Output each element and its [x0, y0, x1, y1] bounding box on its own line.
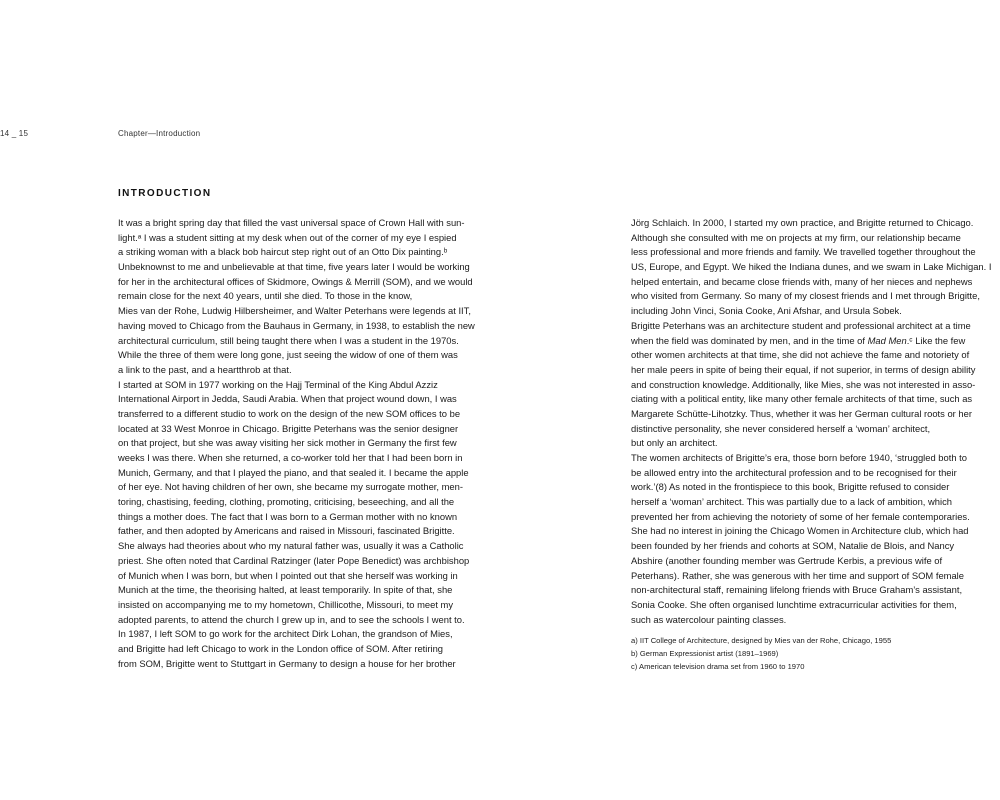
text-line: such as watercolour painting classes. [631, 613, 787, 625]
text-line: her male peers in spite of being their equal, if not superior, in terms of design ability [631, 363, 976, 375]
text-line: adopted parents, to attend the church I grew up in, and to see the schools I went to. [118, 613, 465, 625]
text-line: Although she consulted with me on projects at my firm, our relationship became [631, 231, 961, 243]
text-line: Mies van der Rohe, Ludwig Hilbersheimer, and Walter Peterhans were legends at IIT, [118, 305, 471, 317]
text-line: from SOM, Brigitte went to Stuttgart in Germany to design a house for her brother [118, 657, 456, 669]
body-column-right [631, 216, 1000, 627]
text-line: having moved to Chicago from the Bauhaus in Germany, in 1938, to establish the new [118, 319, 475, 331]
text-line: She had no interest in joining the Chicago Women in Architecture club, which had [631, 525, 969, 537]
text-line: father, and then adopted by Americans and raised in Missouri, fascinated Brigitte. [118, 525, 455, 537]
text-line: of Munich when I was born, but when I pointed out that she herself was working in [118, 569, 458, 581]
footnote-a: a) IIT College of Architecture, designed by Mies van der Rohe, Chicago, 1955 [631, 636, 892, 645]
text-line: a striking woman with a black bob haircut step right out of an Otto Dix painting.ᵇ [118, 246, 448, 258]
text-line: located at 33 West Monroe in Chicago. Brigitte Peterhans was the senior designer [118, 422, 459, 434]
text-line: other women architects at that time, she did not achieve the fame and notoriety of [631, 349, 970, 361]
text-line: She always had theories about who my natural father was, usually it was a Catholic [118, 540, 464, 552]
text-line: insisted on accompanying me to my hometown, Chillicothe, Missouri, to meet my [118, 598, 454, 610]
text-line: distinctive personality, she never considered herself a ‘woman’ architect, [631, 422, 931, 434]
text-line: be allowed entry into the architectural profession and to be recognised for their [631, 466, 957, 478]
section-heading: INTRODUCTION [118, 188, 212, 199]
text-line: toring, chastising, feeding, clothing, promoting, criticising, beseeching, and all the [118, 496, 455, 508]
text-line: helped entertain, and became close friends with, many of her nieces and nephews [631, 275, 973, 287]
text-line: a link to the past, and a heartthrob at that. [118, 363, 292, 375]
text-line: things a mother does. The fact that I was born to a German mother with no known [118, 510, 458, 522]
text-line: work.’(8) As noted in the frontispiece to this book, Brigitte refused to consider [631, 481, 950, 493]
text-line: I started at SOM in 1977 working on the Hajj Terminal of the King Abdul Azziz [118, 378, 438, 390]
text-line: The women architects of Brigitte’s era, those born before 1940, ‘struggled both to [631, 452, 967, 463]
text-line: who visited from Germany. So many of my closest friends and I met through Brigitte, [631, 290, 980, 302]
text-line: on that project, but she was away visiting her sick mother in Germany the first few [118, 437, 457, 449]
text-line: architectural curriculum, still being taught there when I was a student in the 1970s. [118, 334, 459, 346]
text-line: of her eye. Not having children of her own, she became my surrogate mother, men- [118, 481, 463, 493]
body-column-left [118, 216, 503, 671]
text-line: Unbeknownst to me and unbelievable at that time, five years later I would be working [118, 261, 470, 273]
text-line: for her in the architectural offices of Skidmore, Owings & Merrill (SOM), and we would [118, 275, 473, 287]
text-line: when the field was dominated by men, and in the time of Mad Men.ᶜ Like the few [631, 334, 966, 346]
text-line: Jörg Schlaich. In 2000, I started my own practice, and Brigitte returned to Chicago. [631, 217, 974, 228]
text-line: prevented her from achieving the notoriety of some of her female contemporaries. [631, 510, 970, 522]
text-line: International Airport in Jedda, Saudi Arabia. When that project wound down, I was [118, 393, 457, 405]
text-line: Peterhans). Rather, she was generous with her time and support of SOM female [631, 569, 964, 581]
text-line: less professional and more friends and family. We travelled together throughout the [631, 246, 976, 258]
text-line: non-architectural staff, remaining lifelong friends with Bruce Graham’s assistant, [631, 584, 963, 596]
text-line: weeks I was there. When she returned, a co-worker told her that I had been born in [118, 452, 463, 463]
text-line: Munich, Germany, and that I played the piano, and that sealed it. I became the apple [118, 466, 469, 478]
text-line: It was a bright spring day that filled the vast universal space of Crown Hall with sun- [118, 217, 465, 228]
chapter-running-head: Chapter—Introduction [118, 129, 201, 138]
text-line: and construction knowledge. Additionally, like Mies, she was not interested in asso- [631, 378, 976, 390]
text-line: Munich at the time, the theorising halted, at least temporarily. In spite of that, she [118, 584, 453, 596]
footnote-b: b) German Expressionist artist (1891–1969) [631, 649, 779, 658]
text-line: including John Vinci, Sonia Cooke, Ani Afshar, and Ursula Sobek. [631, 305, 902, 317]
text-line: been founded by her friends and cohorts at SOM, Natalie de Blois, and Nancy [631, 540, 955, 552]
text-line: light.ᵃ I was a student sitting at my desk when out of the corner of my eye I espied [118, 231, 457, 243]
text-line: Abshire (another founding member was Gertrude Kerbis, a previous wife of [631, 554, 943, 566]
text-line: Sonia Cooke. She often organised lunchtime extracurricular activities for them, [631, 598, 957, 610]
text-line: In 1987, I left SOM to go work for the architect Dirk Lohan, the grandson of Mies, [118, 628, 453, 640]
text-line: but only an architect. [631, 437, 718, 449]
text-line: herself a ‘woman’ architect. This was partially due to a lack of ambition, which [631, 496, 952, 508]
text-line: US, Europe, and Egypt. We hiked the Indiana dunes, and we swam in Lake Michigan. I [631, 261, 992, 273]
text-line: While the three of them were long gone, just seeing the widow of one of them was [118, 349, 458, 361]
text-line: Brigitte Peterhans was an architecture student and professional architect at a time [631, 319, 971, 331]
text-line: Margarete Schütte-Lihotzky. Thus, whether it was her German cultural roots or her [631, 407, 972, 419]
footnote-c: c) American television drama set from 1960 to 1970 [631, 662, 805, 671]
text-line: and Brigitte had left Chicago to work in the London office of SOM. After retiring [118, 642, 444, 654]
text-line: priest. She often noted that Cardinal Ratzinger (later Pope Benedict) was archbishop [118, 554, 470, 566]
text-line: ciating with a political entity, like many other female architects of that time, such as [631, 393, 973, 405]
italic-title: Mad Men [867, 334, 907, 346]
text-line: transferred to a different studio to work on the design of the new SOM offices to be [118, 407, 461, 419]
text-line: remain close for the next 40 years, until she died. To those in the know, [118, 290, 413, 302]
page-numbers: 14 _ 15 [0, 129, 29, 138]
